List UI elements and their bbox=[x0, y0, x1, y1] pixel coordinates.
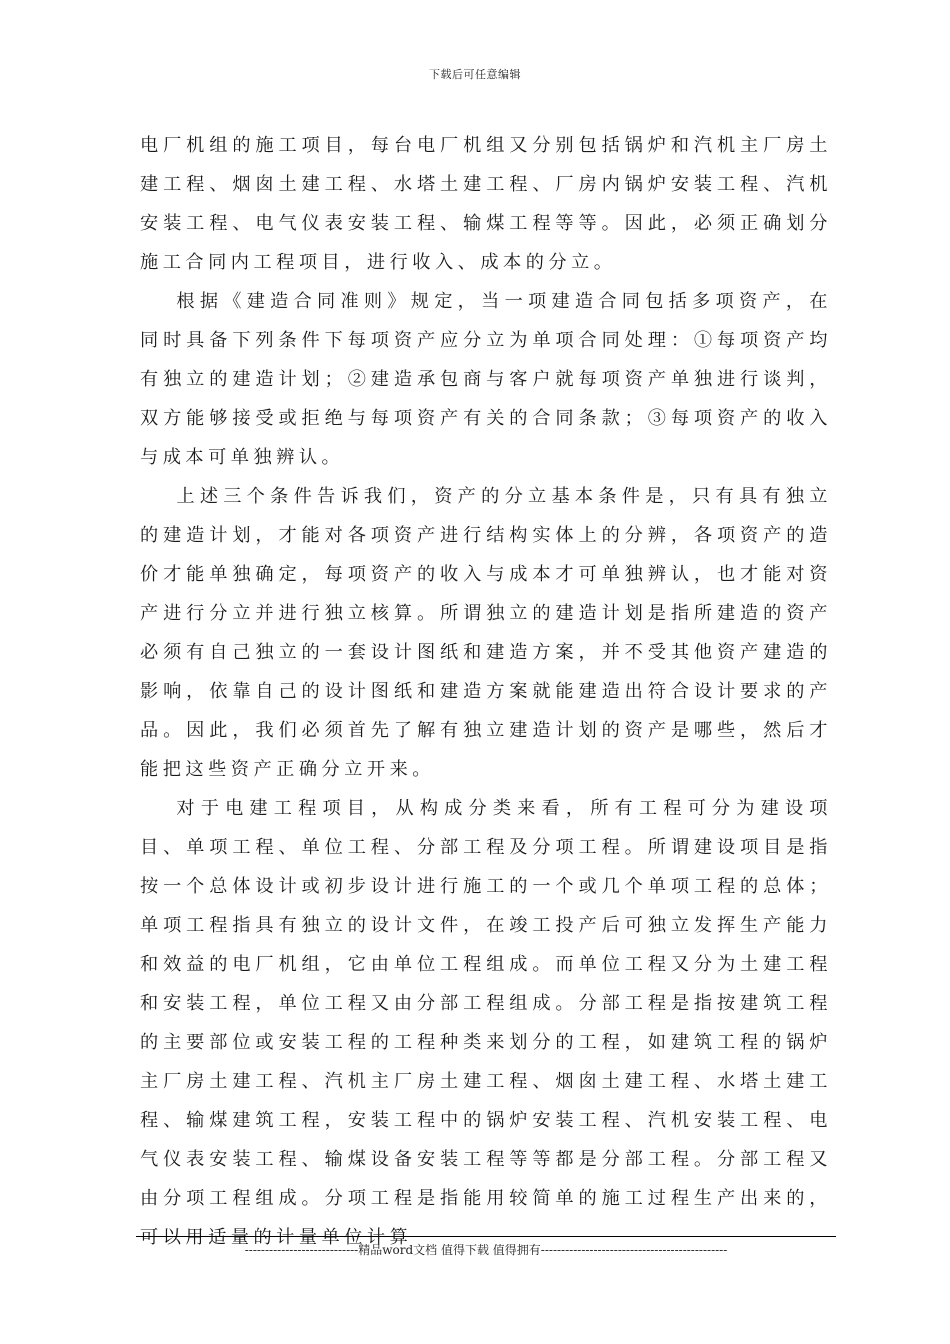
footer-divider bbox=[136, 1236, 836, 1237]
paragraph-continuation: 电厂机组的施工项目，每台电厂机组又分别包括锅炉和汽机主厂房土建工程、烟囱土建工程、水塔土建工程、厂房内锅炉安装工程、汽机安装工程、电气仪表安装工程、输煤工程等等。因此，必须正确划分施工合同内工程项目，进行收入、成本的分立。 bbox=[140, 135, 832, 273]
document-body bbox=[140, 126, 832, 1257]
paragraph-project-classification: 对于电建工程项目，从构成分类来看，所有工程可分为建设项目、单项工程、单位工程、分部工程及分项工程。所谓建设项目是指按一个总体设计或初步设计进行施工的一个或几个单项工程的总体；单项工程指具有独立的设计文件，在竣工投产后可独立发挥生产能力和效益的电厂机组，它由单位工程组成。而单位工程又分为土建工程和安装工程，单位工程又由分部工程组成。分部工程是指按建筑工程的主要部位或安装工程的工程种类来划分的工程，如建筑工程的锅炉主厂房土建工程、汽机主厂房土建工程、烟囱土建工程、水塔土建工程、输煤建筑工程，安装工程中的锅炉安装工程、汽机安装工程、电气仪表安装工程、输煤设备安装工程等等都是分部工程。分部工程又由分项工程组成。分项工程是指能用较简单的施工过程生产出来的，可以用适量的计量单位计算 bbox=[140, 798, 832, 1248]
page-footer: ----------------------------精品word文档 值得下载 值得拥有---------------------------------------------- bbox=[244, 1243, 728, 1257]
paragraph-contract-rules: 根据《建造合同准则》规定，当一项建造合同包括多项资产，在同时具备下列条件下每项资产应分立为单项合同处理：①每项资产均有独立的建造计划；②建造承包商与客户就每项资产单独进行谈判，双方能够接受或拒绝与每项资产有关的合同条款；③每项资产的收入与成本可单独辨认。 bbox=[140, 291, 832, 468]
page-header: 下载后可任意编辑 bbox=[429, 68, 521, 81]
paragraph-three-conditions: 上述三个条件告诉我们，资产的分立基本条件是，只有具有独立的建造计划，才能对各项资产进行结构实体上的分辨，各项资产的造价才能单独确定，每项资产的收入与成本才可单独辨认，也才能对资产进行分立并进行独立核算。所谓独立的建造计划是指所建造的资产必须有自己独立的一套设计图纸和建造方案，并不受其他资产建造的影响，依靠自己的设计图纸和建造方案就能建造出符合设计要求的产品。因此，我们必须首先了解有独立建造计划的资产是哪些，然后才能把这些资产正确分立开来。 bbox=[140, 486, 832, 780]
